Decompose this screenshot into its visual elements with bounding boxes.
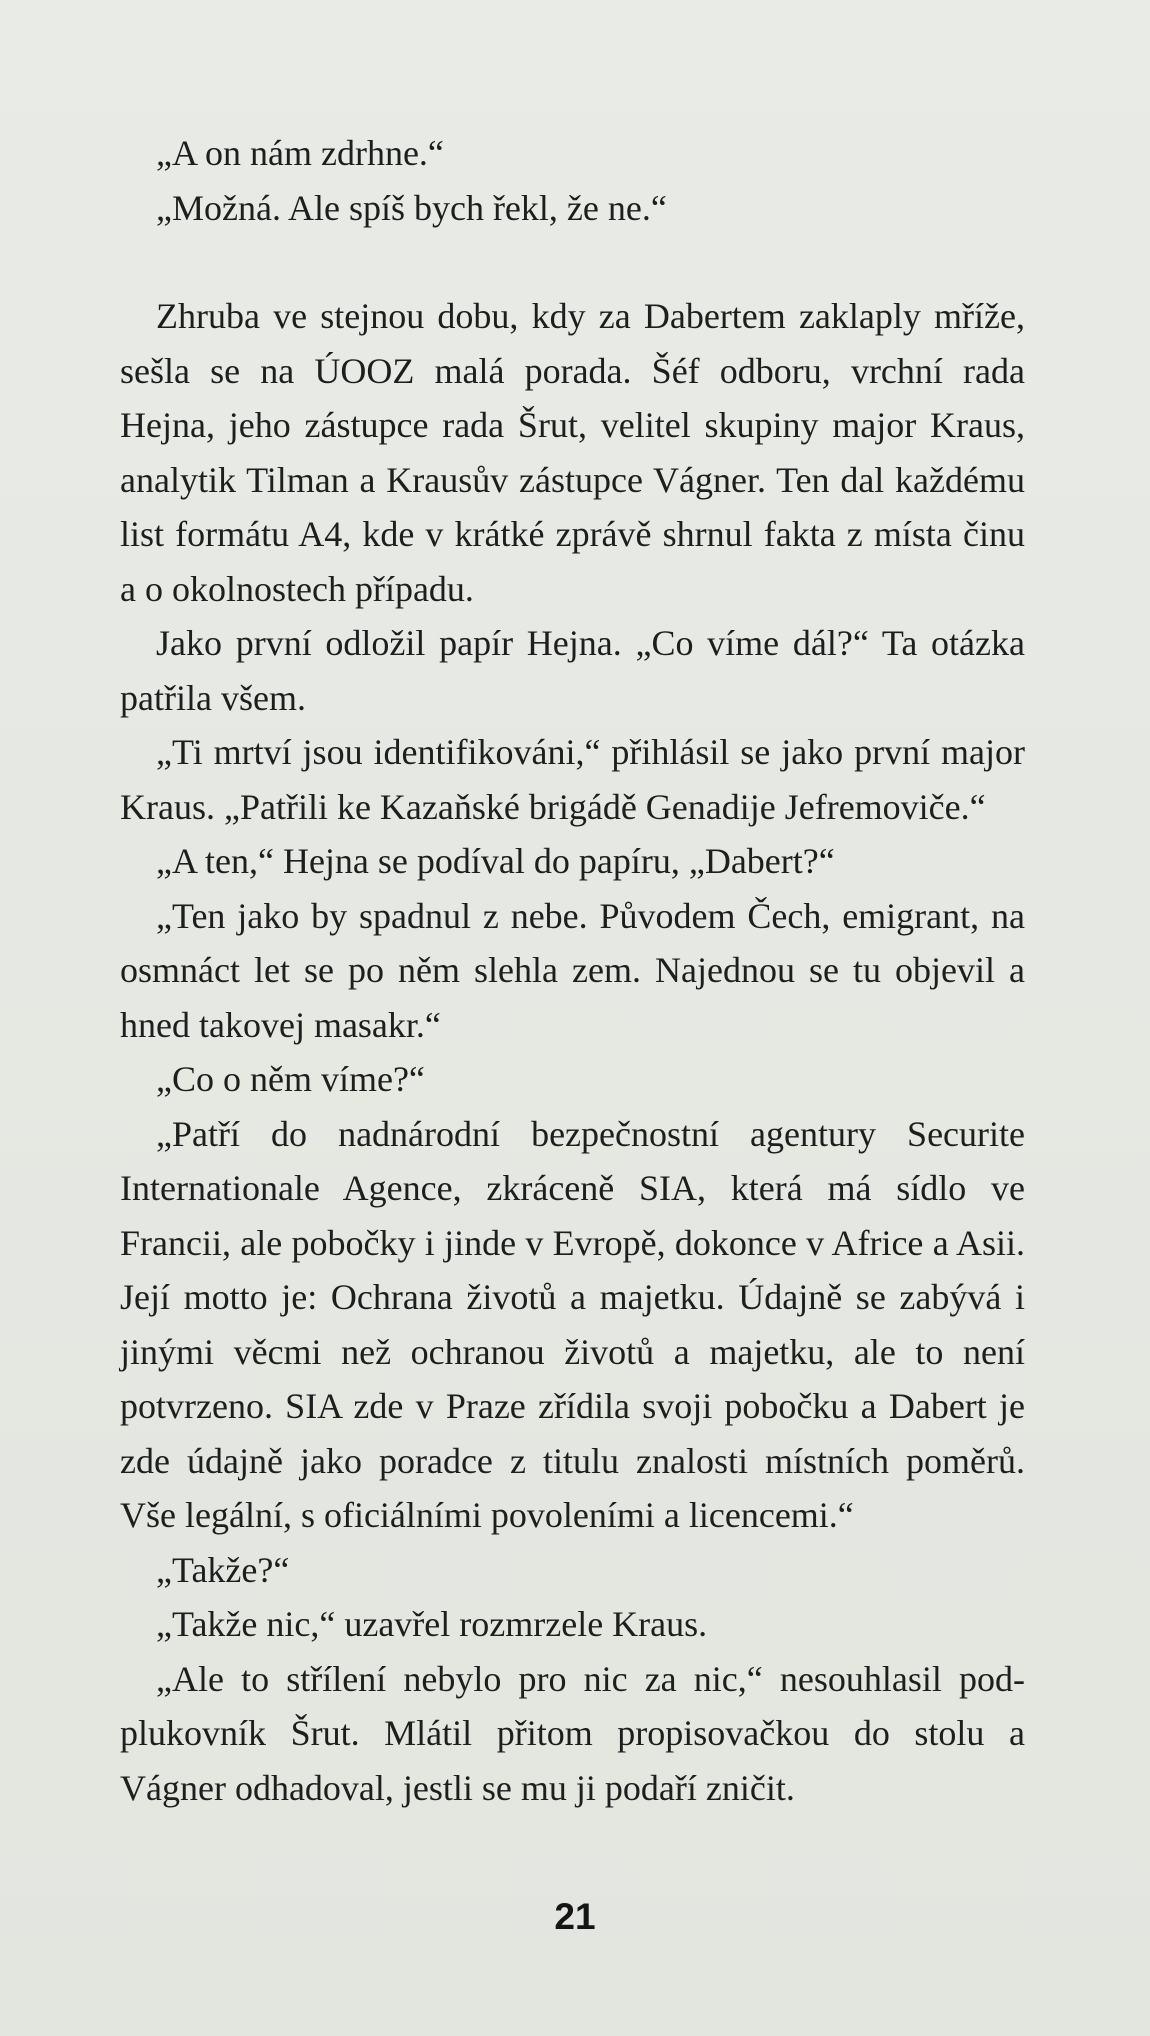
paragraph: Jako první odložil papír Hejna. „Co víme dál?“ Ta otázka patřila všem. xyxy=(120,623,1025,718)
paragraph: „Patří do nadnárodní bezpečnostní agentury Securite Internationale Agence, zkráceně SIA, která má sídlo ve Francii, ale pobočky i jinde v Evropě, dokonce v Africe a Asii. Její motto je: Ochrana životů a majetku. Údajně se zabývá i jinými věcmi než ochranou životů a majetku, ale to není potvrzeno. SIA zde v Praze zřídila svoji pobočku a Dabert je zde údajně jako poradce z titulu znalosti místních poměrů. Vše legální, s oficiálními povoleními a licencemi.“ xyxy=(120,1113,1025,1535)
paragraph: „Co o něm víme?“ xyxy=(156,1059,425,1099)
page-number: 21 xyxy=(554,1896,596,1937)
paragraph: Zhruba ve stejnou dobu, kdy za Dabertem zaklaply mříže, sešla se na ÚOOZ malá porada. Šéf odboru, vrchní rada Hejna, jeho zástupce rada Šrut, velitel skupiny major Kraus, analytik Tilman a Krausův zástupce Vágner. Ten dal každému list formátu A4, kde v krátké zprávě shrnul fakta z místa činu a o okolnostech případu. xyxy=(120,296,1025,609)
paragraph: „Ten jako by spadnul z nebe. Původem Čech, emigrant, na osmnáct let se po něm slehla zem. Najednou se tu objevil a hned takovej masakr.“ xyxy=(120,895,1025,1045)
section-break xyxy=(120,235,1025,289)
paragraph: „Ti mrtví jsou identifikováni,“ přihlásil se jako první major Kraus. „Patřili ke Kazaňské brigádě Genadije Jefremoviče.“ xyxy=(120,732,1025,827)
paragraph: „A on nám zdrhne.“ xyxy=(156,133,444,173)
paragraph: „A ten,“ Hejna se podíval do papíru, „Dabert?“ xyxy=(156,841,835,881)
paragraph: „Takže nic,“ uzavřel rozmrzele Kraus. xyxy=(156,1604,708,1644)
paragraph: „Ale to střílení nebylo pro nic za nic,“ nesouhlasil podplukovník Šrut. Mlátil přitom propisovačkou do stolu a Vágner odhadoval, jestli se mu ji podaří zničit. xyxy=(120,1658,1025,1808)
paragraph: „Možná. Ale spíš bych řekl, že ne.“ xyxy=(156,187,667,228)
paragraph: „Takže?“ xyxy=(156,1549,290,1590)
page-text xyxy=(120,126,1025,1815)
